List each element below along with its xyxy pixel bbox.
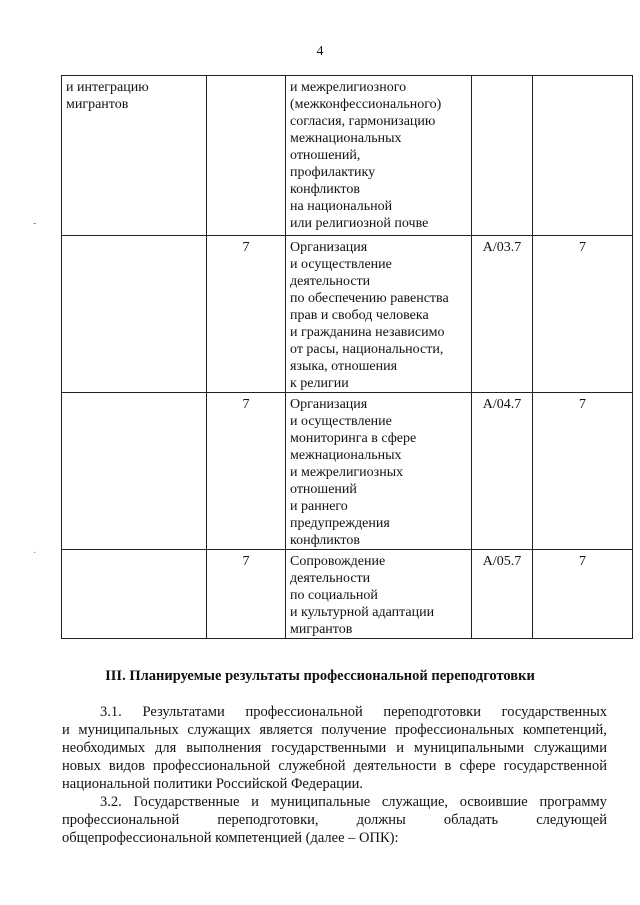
cell-text-line: и осуществление xyxy=(290,414,392,429)
paragraph-line: 3.2. Государственные и муниципальные служащие, освоившие программу xyxy=(100,794,607,810)
cell-qualification-level: 7 xyxy=(533,550,633,639)
cell-area xyxy=(62,76,207,236)
cell-function xyxy=(286,550,472,639)
paragraph-line: новых видов профессиональной служебной деятельности в сфере государственной xyxy=(62,758,607,774)
cell-code: А/05.7 xyxy=(472,550,533,639)
cell-code xyxy=(472,76,533,236)
paragraph-3-2 xyxy=(62,793,607,847)
table-row xyxy=(62,76,633,236)
cell-function xyxy=(286,236,472,393)
paragraph-line: и муниципальных служащих является получение профессиональных компетенций, xyxy=(62,722,607,738)
table-row xyxy=(62,393,633,550)
cell-text-line: мониторинга в сфере xyxy=(290,431,417,446)
cell-text-line: (межконфессионального) xyxy=(290,97,442,112)
cell-text-line: по обеспечению равенства xyxy=(290,291,449,306)
competency-table xyxy=(61,75,633,639)
cell-function xyxy=(286,76,472,236)
cell-text-line: и осуществление xyxy=(290,257,392,272)
cell-text-line: Сопровождение xyxy=(290,554,386,569)
table-row xyxy=(62,550,633,639)
cell-text-line: или религиозной почве xyxy=(290,216,429,231)
section-heading: III. Планируемые результаты профессиональной переподготовки xyxy=(105,668,535,684)
cell-text-line: деятельности xyxy=(290,274,371,289)
table-row xyxy=(62,236,633,393)
paragraph-line: профессиональной переподготовки, должны обладать следующей xyxy=(62,812,607,828)
page-number: 4 xyxy=(316,44,324,59)
paragraph-line: необходимых для выполнения государственными и муниципальными служащими xyxy=(62,740,607,756)
cell-text-line: межнациональных xyxy=(290,131,402,146)
paragraph-line: национальной политики Российской Федерации. xyxy=(62,776,364,792)
cell-code: А/03.7 xyxy=(472,236,533,393)
cell-area xyxy=(62,393,207,550)
cell-function xyxy=(286,393,472,550)
cell-area xyxy=(62,550,207,639)
margin-mark: - xyxy=(33,218,37,229)
cell-text-line: по социальной xyxy=(290,588,378,603)
cell-code: А/04.7 xyxy=(472,393,533,550)
cell-text-line: от расы, национальности, xyxy=(290,342,444,357)
cell-text-line: деятельности xyxy=(290,571,371,586)
cell-area xyxy=(62,236,207,393)
cell-text-line: отношений, xyxy=(290,148,361,163)
cell-text-line: Организация xyxy=(290,397,368,412)
cell-text-line: межнациональных xyxy=(290,448,402,463)
cell-text-line: на национальной xyxy=(290,199,393,214)
paragraph-3-1 xyxy=(62,703,607,793)
cell-text-line: отношений xyxy=(290,482,357,497)
cell-text-line: согласия, гармонизацию xyxy=(290,114,436,129)
cell-text-line: прав и свобод человека xyxy=(290,308,429,323)
competency-table-body xyxy=(62,76,633,639)
paragraph-line: общепрофессиональной компетенцией (далее – ОПК): xyxy=(62,830,399,846)
cell-text-line: предупреждения xyxy=(290,516,390,531)
cell-text-line: и раннего xyxy=(290,499,348,514)
cell-level xyxy=(207,76,286,236)
cell-text-line: и интеграцию xyxy=(66,80,149,95)
cell-text-line: Организация xyxy=(290,240,368,255)
margin-mark: · xyxy=(33,548,37,559)
cell-text-line: языка, отношения xyxy=(290,359,398,374)
cell-text-line: конфликтов xyxy=(290,533,360,548)
cell-qualification-level xyxy=(533,76,633,236)
cell-text-line: и межрелигиозного xyxy=(290,80,407,95)
cell-text-line: и культурной адаптации xyxy=(290,605,435,620)
cell-text-line: и гражданина независимо xyxy=(290,325,445,340)
cell-level: 7 xyxy=(207,236,286,393)
cell-level: 7 xyxy=(207,393,286,550)
cell-text-line: конфликтов xyxy=(290,182,360,197)
cell-level: 7 xyxy=(207,550,286,639)
paragraph-line: 3.1. Результатами профессиональной переподготовки государственных xyxy=(100,704,607,720)
cell-text-line: мигрантов xyxy=(290,622,353,637)
cell-text-line: к религии xyxy=(290,376,349,391)
cell-text-line: мигрантов xyxy=(66,97,129,112)
cell-qualification-level: 7 xyxy=(533,236,633,393)
cell-qualification-level: 7 xyxy=(533,393,633,550)
cell-text-line: профилактику xyxy=(290,165,376,180)
cell-text-line: и межрелигиозных xyxy=(290,465,404,480)
